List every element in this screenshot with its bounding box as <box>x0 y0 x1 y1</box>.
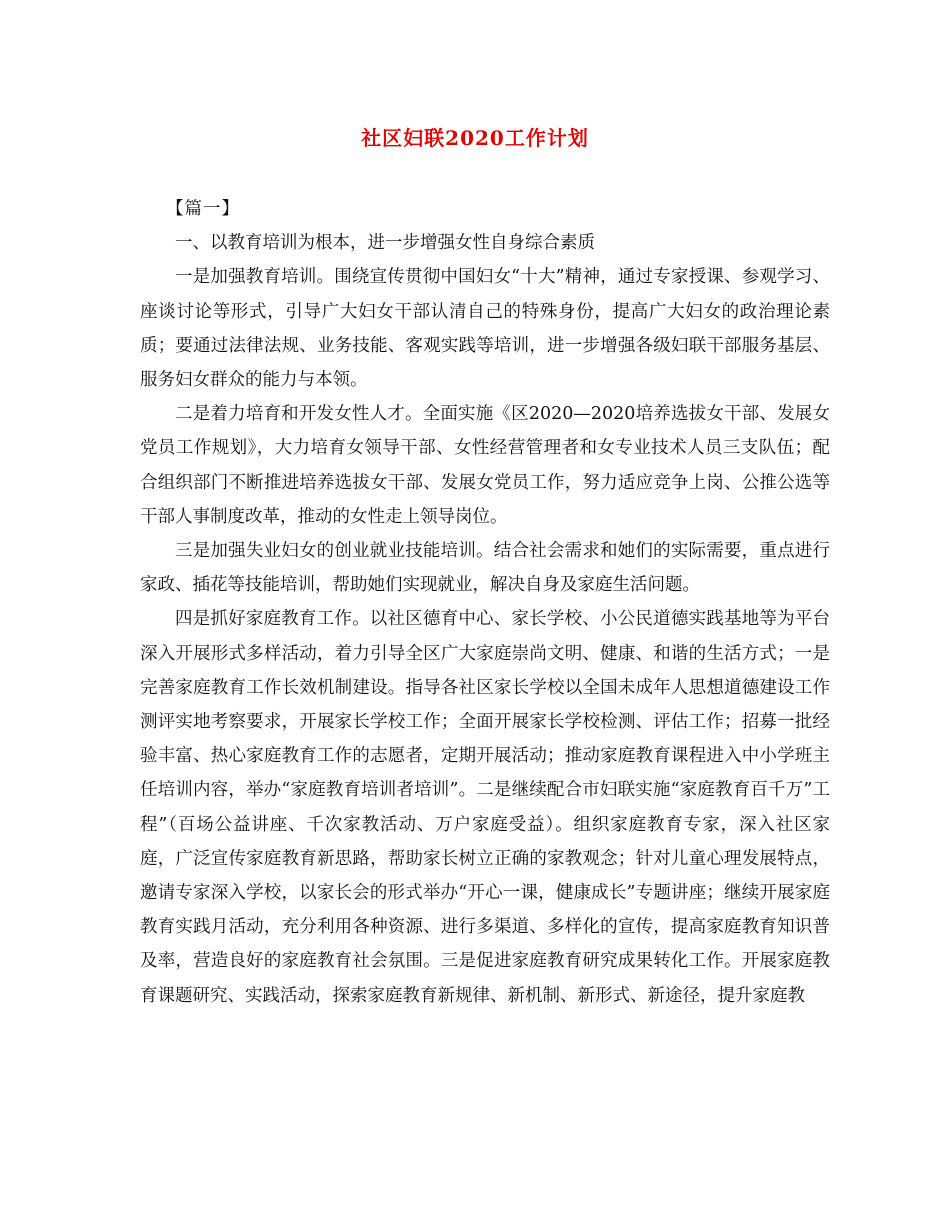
body-paragraph-2: 二是着力培育和开发女性人才。全面实施《区2020—2020培养选拔女干部、发展女党员工作规划》，大力培育女领导干部、女性经营管理者和女专业技术人员三支队伍；配合组织部门不断推进培养选拔女干部、发展女党员工作，努力适应竞争上岗、公推公选等干部人事制度改革，推动的女性走上领导岗位。 <box>140 404 830 527</box>
document-title: 社区妇联2020工作计划 <box>361 126 589 150</box>
document-body <box>140 192 830 1013</box>
body-paragraph-4: 四是抓好家庭教育工作。以社区德育中心、家长学校、小公民道德实践基地等为平台深入开展形式多样活动，着力引导全区广大家庭崇尚文明、健康、和谐的生活方式；一是完善家庭教育工作长效机制建设。指导各社区家长学校以全国未成年人思想道德建设工作测评实地考察要求，开展家长学校工作；全面开展家长学校检测、评估工作；招募一批经验丰富、热心家庭教育工作的志愿者，定期开展活动；推动家庭教育课程进入中小学班主任培训内容，举办“家庭教育培训者培训”。二是继续配合市妇联实施“家庭教育百千万”工程”（百场公益讲座、千次家教活动、万户家庭受益）。组织家庭教育专家，深入社区家庭，广泛宣传家庭教育新思路，帮助家长树立正确的家教观念；针对儿童心理发展特点，邀请专家深入学校，以家长会的形式举办“开心一课，健康成长”专题讲座；继续开展家庭教育实践月活动，充分利用各种资源、进行多渠道、多样化的宣传，提高家庭教育知识普及率，营造良好的家庭教育社会氛围。三是促进家庭教育研究成果转化工作。开展家庭教育课题研究、实践活动，探索家庭教育新规律、新机制、新形式、新途径，提升家庭教 <box>140 609 830 1006</box>
body-paragraph-1: 一是加强教育培训。围绕宣传贯彻中国妇女“十大”精神，通过专家授课、参观学习、座谈讨论等形式，引导广大妇女干部认清自己的特殊身份，提高广大妇女的政治理论素质；要通过法律法规、业务技能、客观实践等培训，进一步增强各级妇联干部服务基层、服务妇女群众的能力与本领。 <box>140 267 830 391</box>
section-label: 【篇一】 <box>166 199 240 219</box>
heading-paragraph-1: 一、以教育培训为根本，进一步增强女性自身综合素质 <box>175 233 595 254</box>
body-paragraph-3: 三是加强失业妇女的创业就业技能培训。结合社会需求和她们的实际需要，重点进行家政、插花等技能培训，帮助她们实现就业，解决自身及家庭生活问题。 <box>140 541 830 596</box>
